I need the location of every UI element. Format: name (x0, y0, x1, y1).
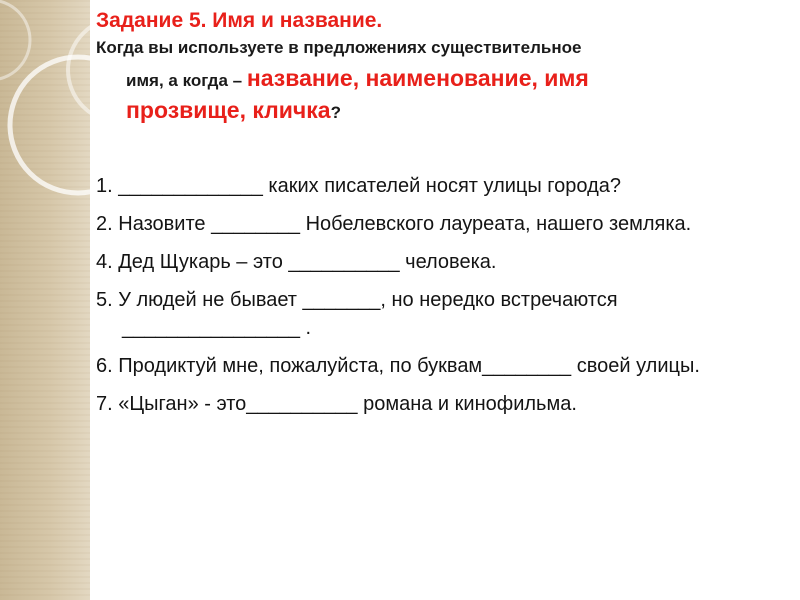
task-number: 1. (96, 175, 113, 197)
task-number: 5. (96, 289, 113, 311)
question-part2: имя, а когда – (126, 71, 243, 90)
highlight-words-1: название, наименование, имя (246, 65, 589, 91)
task-text: Продиктуй мне, пожалуйста, по буквам________ своей улицы. (118, 355, 700, 377)
task-item-1 (96, 172, 776, 200)
task-item-6 (96, 352, 776, 380)
task-number: 4. (96, 251, 113, 273)
question-part1: Когда вы используете в предложениях существительное (96, 38, 582, 57)
question-text (96, 36, 796, 128)
question-line2 (96, 64, 796, 95)
task-text: У людей не бывает _______, но нередко встречаются ________________ . (118, 289, 618, 339)
task-text: Дед Щукарь – это __________ человека. (118, 251, 497, 273)
task-text: Назовите ________ Нобелевского лауреата, нашего земляка. (118, 213, 692, 235)
task-number: 7. (96, 393, 113, 415)
task-text: _____________ каких писателей носят улицы города? (118, 175, 622, 197)
task-list (96, 172, 776, 428)
slide-title: Задание 5. Имя и название. (96, 9, 383, 32)
question-mark: ? (330, 103, 341, 122)
question-line3 (96, 95, 796, 128)
task-item-7 (96, 390, 776, 418)
task-item-2 (96, 210, 776, 238)
task-number: 6. (96, 355, 113, 377)
task-text: «Цыган» - это__________ романа и кинофильма. (118, 393, 577, 415)
task-number: 2. (96, 213, 113, 235)
task-item-4 (96, 248, 776, 276)
highlight-words-2: прозвище, кличка (126, 97, 331, 123)
task-item-5 (96, 286, 776, 342)
